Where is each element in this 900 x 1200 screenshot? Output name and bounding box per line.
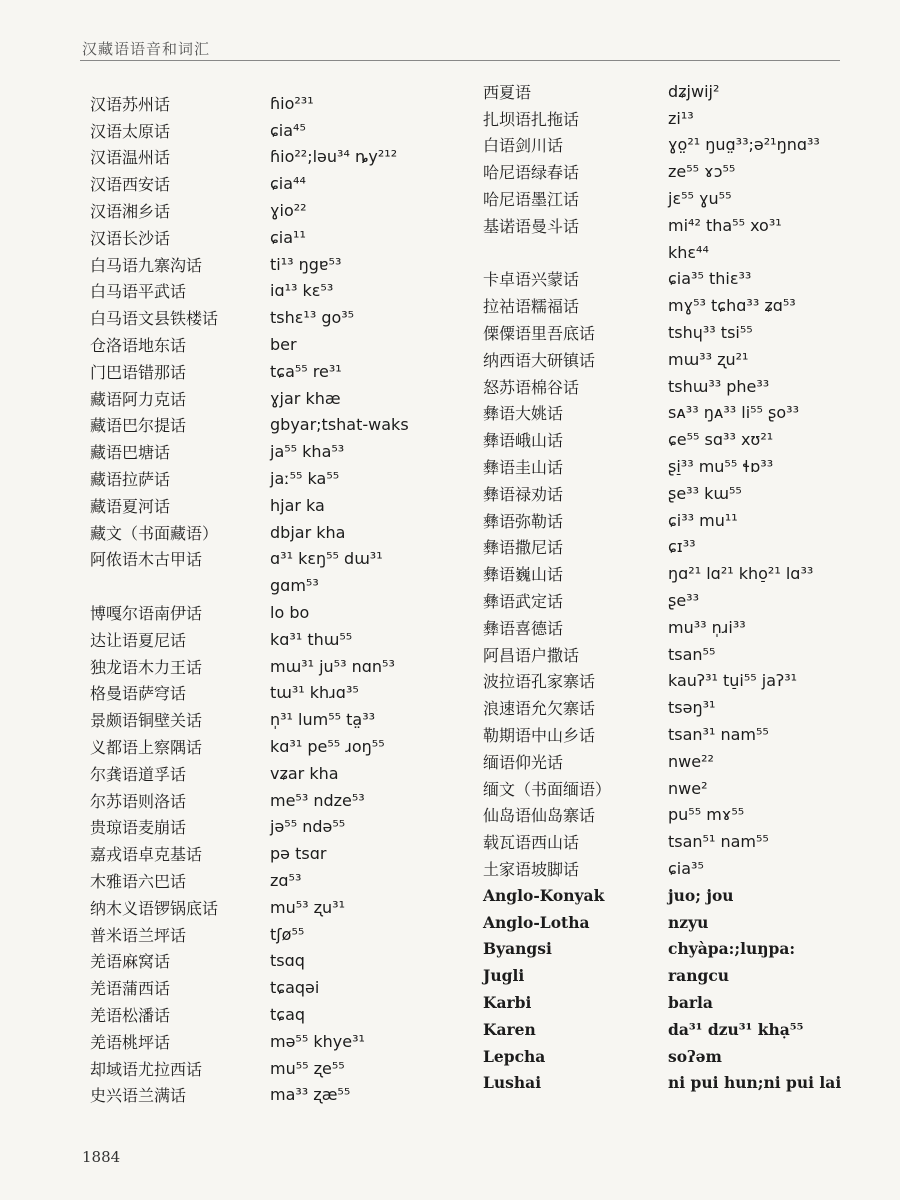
language-name: 贵琼语麦崩话 [90,818,187,838]
left-column [90,90,440,1108]
language-name: 仙岛语仙岛寨话 [483,806,596,826]
language-name: Anglo-Lotha [483,912,590,932]
word-form: rangcu [668,966,730,986]
word-form: kauʔ³¹ tu̠i⁵⁵ jaʔ³¹ [668,671,798,691]
language-name: 汉语太原话 [90,121,171,141]
word-form: tɕaq [270,1004,306,1024]
word-form: ɕi³³ mu¹¹ [668,510,738,530]
language-name: 哈尼语墨江话 [483,190,580,210]
word-form: tsəŋ³¹ [668,698,716,718]
language-name: 拉祜语糯福话 [483,297,580,317]
running-head: 汉藏语语音和词汇 [82,40,211,58]
word-form: ʂe³³ [668,591,700,611]
word-form: n̩³¹ lum⁵⁵ ta̤³³ [270,710,376,730]
language-name: 羌语麻窝话 [90,952,171,972]
language-name: 怒苏语棉谷话 [483,377,580,397]
language-name: 彝语撒尼话 [483,538,564,558]
word-form: tshɛ¹³ go³⁵ [270,308,355,328]
word-form: ɣjar khæ [270,388,341,408]
word-form: tshɯ³³ phe³³ [668,376,770,396]
language-name: 阿侬语木古甲话 [90,550,203,570]
word-form: ɕia¹¹ [270,227,306,247]
language-name: 缅语仰光话 [483,752,564,772]
language-name: 彝语弥勒话 [483,511,564,531]
word-form: iɑ¹³ kɛ⁵³ [270,281,334,301]
language-name: 土家语坡脚话 [483,860,580,879]
language-name: 藏语巴塘话 [90,443,171,463]
language-name: Byangsi [483,939,552,959]
word-form: ɦio²²;ləu³⁴ ȵy²¹² [270,147,398,167]
language-name: 木雅语六巴话 [90,872,187,891]
language-name: Karbi [483,992,532,1012]
word-form: tshɥ³³ tsi⁵⁵ [668,323,753,343]
word-form: zɑ⁵³ [270,871,302,890]
language-name: 纳木义语锣锅底话 [90,898,219,918]
word-form: ɕɪ³³ [668,537,696,557]
word-form: mɣ⁵³ tɕhɑ³³ ʑɑ⁵³ [668,296,796,316]
word-form: da³¹ dzu³¹ khạ⁵⁵ [668,1019,804,1039]
language-name: 汉语长沙话 [90,228,171,248]
word-form: mə⁵⁵ khye³¹ [270,1031,365,1051]
language-name: 白马语平武话 [90,282,187,302]
word-form: ja⁵⁵ kha⁵³ [270,442,345,462]
language-name: 卡卓语兴蒙话 [483,270,580,290]
word-form: ʂi̠³³ mu⁵⁵ ɬɒ³³ [668,457,774,477]
language-name: 彝语武定话 [483,592,564,612]
word-form: ɕe⁵⁵ sɑ³³ xʊ²¹ [668,430,774,450]
language-name: 达让语夏尼话 [90,630,187,650]
word-form: pu⁵⁵ mɤ⁵⁵ [668,805,745,825]
word-form: mɯ³³ ʐu²¹ [668,349,749,369]
language-name: 羌语蒲西话 [90,979,171,999]
page-number: 1884 [82,1148,121,1166]
right-column [483,78,853,1096]
language-name: 彝语大姚话 [483,404,564,424]
word-form: tsan⁵¹ nam⁵⁵ [668,832,769,852]
word-form: dbjar kha [270,522,346,542]
word-form: ɕia³⁵ thiɛ³³ [668,269,752,289]
language-name: 基诺语曼斗话 [483,216,580,236]
word-form: dʑjwij² [668,81,720,101]
language-name: 浪速语允欠寨话 [483,699,596,719]
word-form: ze⁵⁵ ɤɔ⁵⁵ [668,162,736,182]
language-name: 藏语巴尔提话 [90,416,187,436]
word-form: ɕia³⁵ [668,859,704,878]
word-form: tʃø⁵⁵ [270,924,305,944]
language-name: 藏语阿力克话 [90,389,187,409]
language-name: 波拉语孔家寨话 [483,672,596,692]
language-name: 彝语喜德话 [483,618,564,638]
language-name: 西夏语 [483,82,532,102]
language-name: 汉语湘乡话 [90,202,171,222]
word-form: kɑ³¹ thɯ⁵⁵ [270,629,353,649]
word-form: mu⁵⁵ ʐe⁵⁵ [270,1058,345,1078]
word-form: ni pui hun;ni pui lai [668,1073,842,1093]
language-name: 义都语上察隅话 [90,738,203,758]
word-form: soʔəm [668,1046,722,1066]
language-name: 藏语拉萨话 [90,470,171,490]
word-form: ʂe³³ kɯ⁵⁵ [668,483,742,503]
language-name: Lushai [483,1073,542,1093]
word-form: ŋɑ²¹ lɑ²¹ kho̠²¹ lɑ³³ [668,564,814,584]
word-form: juo; jou [668,885,734,905]
language-name: 羌语松潘话 [90,1005,171,1025]
word-form: lo bo [270,603,310,623]
word-form: ɦio²³¹ [270,93,314,113]
word-form: mi⁴² tha⁵⁵ xo³¹ [668,215,782,235]
word-form: zi¹³ [668,108,694,128]
language-name: 勒期语中山乡话 [483,726,596,746]
word-form: pə tsɑr [270,844,327,864]
word-form: jaː⁵⁵ ka⁵⁵ [270,469,340,489]
word-form: nwe²² [668,751,714,771]
language-name: 白马语九寨沟话 [90,255,203,275]
word-form: chyàpa:;luŋpa: [668,939,796,959]
word-form: tɕa⁵⁵ re³¹ [270,361,342,381]
language-name: 独龙语木力王话 [90,657,203,677]
language-name: 普米语兰坪话 [90,925,187,945]
word-form: me⁵³ ndze⁵³ [270,790,365,810]
language-name: 傈僳语里吾底话 [483,324,596,344]
word-form: gbyar;tshat-waks [270,415,409,435]
language-name: 白马语文县铁楼话 [90,309,219,329]
language-name: 彝语禄劝话 [483,484,564,504]
language-name: 尔苏语则洛话 [90,791,187,811]
word-form: jɛ⁵⁵ ɣu⁵⁵ [668,189,732,209]
language-name: 彝语峨山话 [483,431,564,451]
language-name: 门巴语错那话 [90,362,187,382]
language-name: 汉语苏州话 [90,94,171,114]
language-name: 羌语桃坪话 [90,1032,171,1052]
word-form: ti¹³ ŋgɐ⁵³ [270,254,342,274]
language-name: 彝语巍山话 [483,565,564,585]
word-form: khɛ⁴⁴ [668,242,709,262]
word-form: sᴀ³³ ŋᴀ³³ li⁵⁵ ʂo³³ [668,403,799,423]
language-name: 扎坝语扎拖话 [483,109,580,129]
language-name: 藏文（书面藏语） [90,523,219,543]
language-name: 嘉戎语卓克基话 [90,845,203,865]
word-form: gɑm⁵³ [270,576,319,596]
language-name: 彝语圭山话 [483,458,564,478]
language-name: 仓洛语地东话 [90,336,187,356]
language-name: 博嘎尔语南伊话 [90,604,203,624]
language-name: Karen [483,1019,536,1039]
word-form: tɯ³¹ khɹɑ³⁵ [270,683,359,703]
word-form: kɑ³¹ pe⁵⁵ ɹoŋ⁵⁵ [270,737,385,757]
word-form: tsan⁵⁵ [668,644,716,664]
word-form: mu³³ n̩ɹi³³ [668,617,746,637]
word-form: tsɑq [270,951,305,971]
language-name: 载瓦语西山话 [483,833,580,853]
word-form: ber [270,335,297,355]
word-form: tɕaqəi [270,978,320,998]
header-rule [80,60,840,61]
word-form: barla [668,992,713,1012]
language-name: 阿昌语户撒话 [483,645,580,665]
language-name: 缅文（书面缅语） [483,779,612,799]
language-name: 汉语西安话 [90,175,171,195]
language-name: 景颇语铜壁关话 [90,711,203,731]
language-name: Lepcha [483,1046,546,1066]
word-form: mu⁵³ ʐu³¹ [270,897,346,917]
language-name: 汉语温州话 [90,148,171,168]
language-name: 却域语尤拉西话 [90,1059,203,1079]
word-form: jə⁵⁵ ndə⁵⁵ [270,817,346,837]
word-form: ɣio²² [270,201,307,221]
language-name: 白语剑川话 [483,136,564,156]
word-form: ma³³ ʐæ⁵⁵ [270,1085,351,1105]
word-form: ɣo̤²¹ ŋuɑ̤³³;ə²¹ŋnɑ³³ [668,135,820,155]
word-form: ɕia⁴⁴ [270,174,306,194]
word-form: nzyu [668,912,709,932]
word-form: vʑar kha [270,763,339,783]
word-form: hjar ka [270,495,325,515]
language-name: Jugli [483,966,525,986]
language-name: 藏语夏河话 [90,496,171,516]
language-name: 史兴语兰满话 [90,1086,187,1106]
language-name: 纳西语大研镇话 [483,350,596,370]
word-form: ɕia⁴⁵ [270,120,306,140]
language-name: 哈尼语绿春话 [483,163,580,183]
language-name: Anglo-Konyak [483,885,605,905]
word-form: mɯ³¹ ju⁵³ nɑn⁵³ [270,656,395,676]
word-form: nwe² [668,778,708,798]
language-name: 尔龚语道孚话 [90,764,187,784]
word-form: tsan³¹ nam⁵⁵ [668,725,769,745]
word-form: ɑ³¹ kɛŋ⁵⁵ dɯ³¹ [270,549,383,569]
language-name: 格曼语萨穹话 [90,684,187,704]
